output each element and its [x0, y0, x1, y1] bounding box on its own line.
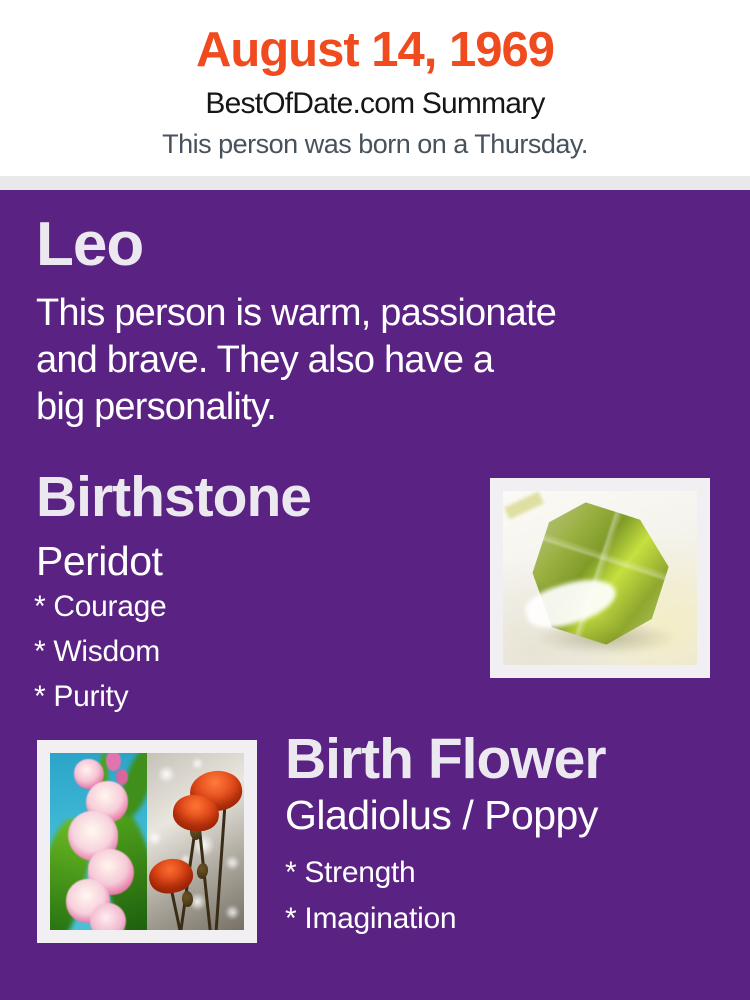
zodiac-description-line: This person is warm, passionate [36, 292, 557, 334]
zodiac-description [36, 290, 556, 431]
birthstone-photo [490, 478, 710, 678]
birthstone-trait: * Courage [34, 590, 167, 623]
birthstone-trait: * Wisdom [34, 635, 160, 668]
summary-panel [0, 190, 750, 1000]
birth-flower-heading: Birth Flower [285, 727, 606, 791]
born-day-tagline: This person was born on a Thursday. [162, 129, 588, 159]
gladiolus-bud [106, 753, 121, 771]
peridot-gem-image [503, 491, 697, 665]
page-title: August 14, 1969 [195, 23, 555, 77]
birth-flower-trait: * Imagination [285, 902, 457, 935]
gladiolus-photo [50, 753, 147, 930]
birth-flower-photo [37, 740, 257, 943]
birthstone-name: Peridot [36, 538, 163, 584]
birthstone-heading: Birthstone [36, 465, 311, 529]
birth-flower-trait: * Strength [285, 856, 416, 889]
birthstone-trait: * Purity [34, 680, 129, 713]
header [0, 0, 750, 176]
divider-strip [0, 176, 750, 190]
poppy-photo [147, 753, 244, 930]
flower-montage-image [50, 753, 244, 930]
site-summary-subtitle: BestOfDate.com Summary [205, 87, 545, 120]
zodiac-sign-heading: Leo [36, 210, 144, 279]
birth-flower-name: Gladiolus / Poppy [285, 792, 598, 838]
zodiac-description-line: big personality. [36, 386, 276, 428]
zodiac-description-line: and brave. They also have a [36, 339, 494, 381]
